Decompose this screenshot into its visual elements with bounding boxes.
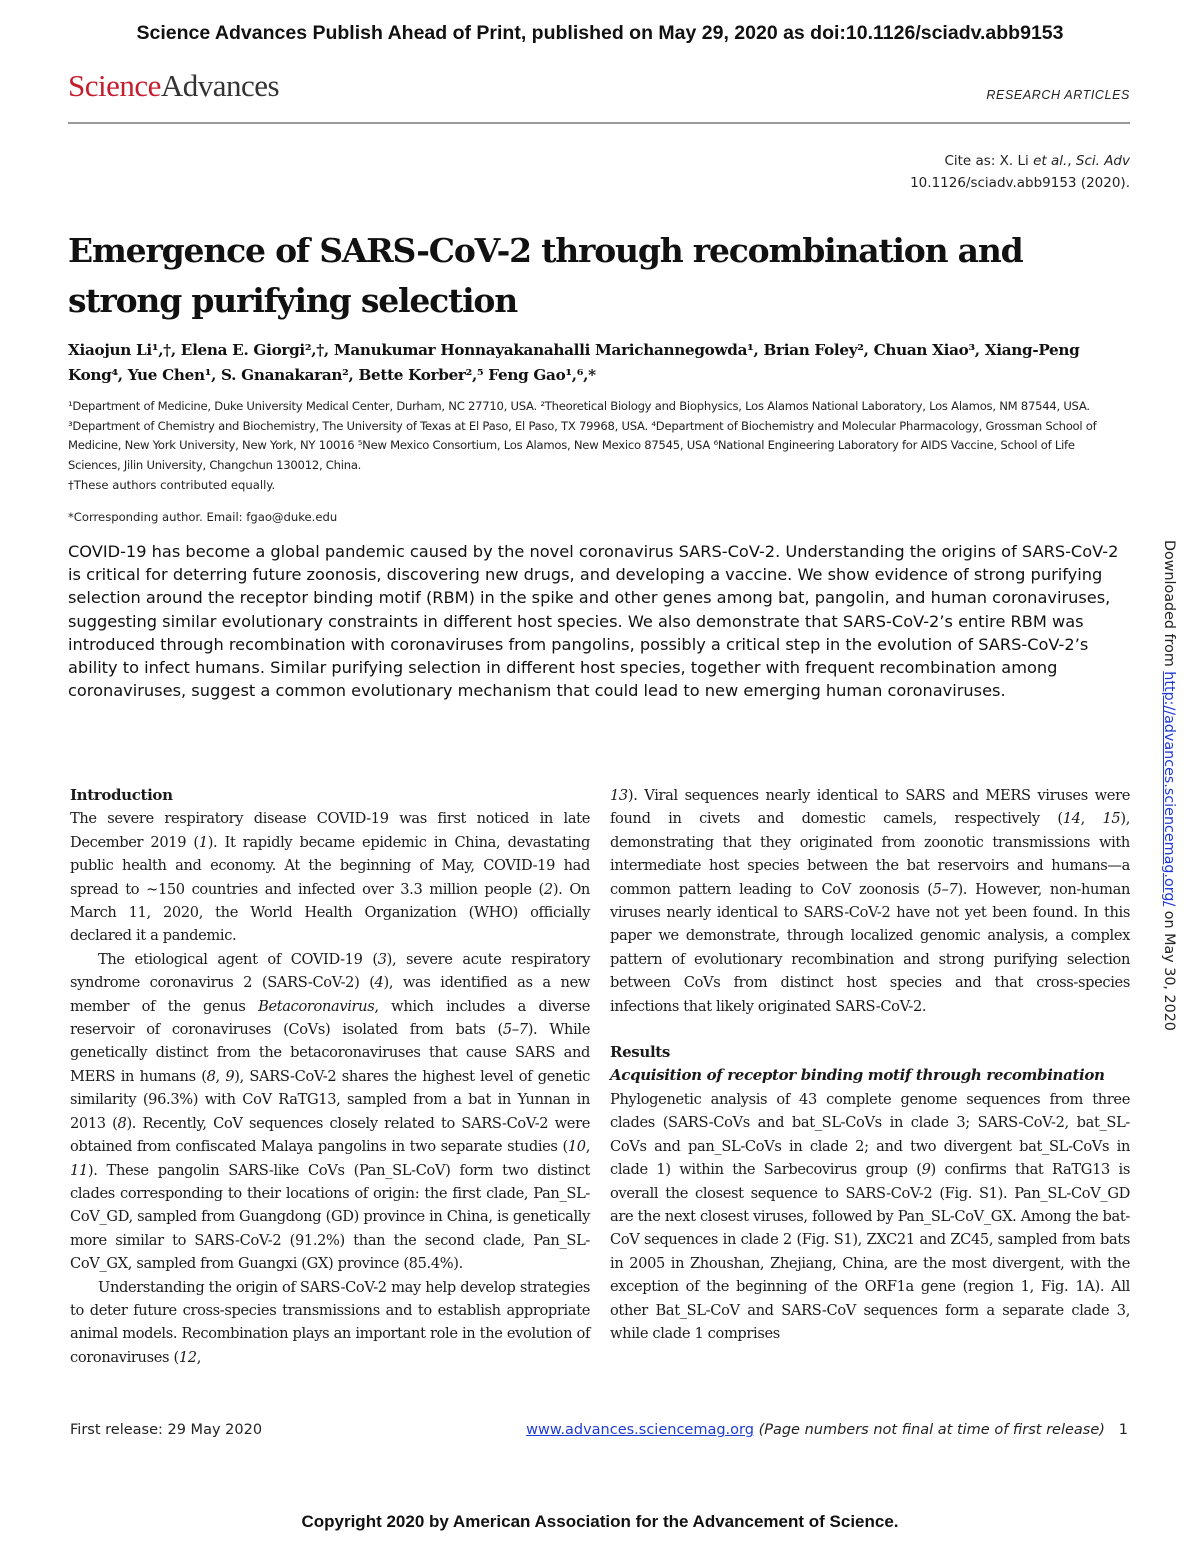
page-number-note: (Page numbers not final at time of first release)	[758, 1422, 1105, 1438]
ref-citation: 8	[117, 1114, 127, 1132]
publish-ahead-banner: Science Advances Publish Ahead of Print, published on May 29, 2020 as doi:10.1126/sciadv.abb9153	[136, 22, 1064, 44]
ref-citation: 9	[921, 1161, 931, 1179]
ref-citation: 12	[178, 1348, 197, 1366]
intro-paragraph-2: The etiological agent of COVID-19 (3), severe acute respiratory syndrome coronavirus 2 (SARS-CoV-2) (4), was identified as a new member of the genus Betacoronavirus, which includes a diverse reservoir of coronaviruses (CoVs) isolated from bats (5–7). While genetically distinct from the betacoronaviruses that cause SARS and MERS in humans (8, 9), SARS-CoV-2 shares the highest level of genetic similarity (96.3%) with CoV RaTG13, sampled from a bat in Yunnan in 2013 (8). Recently, CoV sequences closely related to SARS-CoV-2 were obtained from confiscated Malaya pangolins in two separate studies (10, 11). These pangolin SARS-like CoVs (Pan_SL-CoV) form two distinct clades corresponding to their locations of origin: the first clade, Pan_SL-CoV_GD, sampled from Guangdong (GD) province in China, is genetically more similar to SARS-CoV-2 (91.2%) than the second clade, Pan_SL-CoV_GX, sampled from Guangxi (GX) province (85.4%).	[70, 950, 591, 1273]
header-divider	[68, 122, 1130, 124]
journal-logo-advances: Advances	[160, 68, 280, 103]
ref-citation: 2	[543, 880, 553, 898]
ref-citation: 11	[70, 1161, 88, 1179]
ref-citation: 10	[567, 1138, 586, 1156]
genus-name: Betacoronavirus	[258, 997, 375, 1015]
results-paragraph-1: Phylogenetic analysis of 43 complete genome sequences from three clades (SARS-CoVs and bat_SL-CoVs in clade 3; SARS-CoV-2, bat_SL-CoVs and pan_SL-CoVs in clade 2; and two divergent bat_SL-CoVs in clade 1) within the Sarbecovirus group (9) confirms that RaTG13 is overall the closest sequence to SARS-CoV-2 (Fig. S1). Pan_SL-CoV_GD are the next closest viruses, followed by Pan_SL-CoV_GX. Among the bat-CoV sequences in clade 2 (Fig. S1), ZXC21 and ZC45, sampled from bats in 2005 in Zhoushan, Zhejiang, China, are the most divergent, with the exception of the beginning of the ORF1a gene (region 1, Fig. 1A). All other Bat_SL-CoV and SARS-CoV sequences form a separate clade 3, while clade 1 comprises	[610, 1090, 1130, 1342]
citation-separator: ,	[1067, 153, 1076, 169]
download-date: on May 30, 2020	[1161, 906, 1177, 1031]
ref-citation: 5–7	[932, 880, 958, 898]
ref-citation: 4	[374, 974, 384, 992]
citation-line-1	[910, 150, 1130, 172]
journal-site-link[interactable]: www.advances.sciencemag.org	[526, 1422, 754, 1438]
section-heading-results: Results	[610, 1043, 670, 1062]
journal-logo	[68, 68, 279, 104]
subsection-heading-rbm: Acquisition of receptor binding motif through recombination	[610, 1066, 1105, 1085]
paragraph-gap	[610, 1018, 1130, 1041]
intro-paragraph-3: Understanding the origin of SARS-CoV-2 may help develop strategies to deter future cross-species transmissions and to establish appropriate animal models. Recombination plays an important role in the evolution of coronaviruses (12,	[70, 1278, 590, 1366]
footer-info	[526, 1422, 1128, 1438]
ref-citation: 3	[377, 950, 387, 968]
download-prefix: Downloaded from	[1161, 540, 1177, 672]
affiliations: ¹Department of Medicine, Duke University Medical Center, Durham, NC 27710, USA. ²Theoretical Biology and Biophysics, Los Alamos National Laboratory, Los Alamos, NM 87544, USA. ³Department of Chemistry and Biochemistry, The University of Texas at El Paso, El Paso, TX 79968, USA. ⁴Department of Biochemistry and Molecular Pharmacology, Grossman School of Medicine, New York University, New York, NY 10016 ⁵New Mexico Consortium, Los Alamos, New Mexico 87545, USA ⁶National Engineering Laboratory for AIDS Vaccine, School of Life Sciences, Jilin University, Changchun 130012, China.	[68, 399, 1097, 472]
download-source-link[interactable]: http://advances.sciencemag.org/	[1161, 671, 1177, 907]
intro-paragraph-3-continued: 13). Viral sequences nearly identical to SARS and MERS viruses were found in civets and domestic camels, respectively (14, 15), demonstrating that they originated from zoonotic transmissions with intermediate host species between the bat reservoirs and humans—a common pattern leading to CoV zoonosis (5–7). However, non-human viruses nearly identical to SARS-CoV-2 have not yet been found. In this paper we demonstrate, through localized genomic analysis, a complex pattern of evolutionary recombination and strong purifying selection between CoVs from distinct host species and that cross-species infections that likely originated SARS-CoV-2.	[610, 787, 1131, 1015]
body-column-right	[610, 784, 1130, 1345]
ref-citation: 14	[1062, 810, 1081, 828]
section-heading-introduction: Introduction	[70, 786, 173, 804]
ref-citation: 5–7	[502, 1021, 528, 1039]
ref-citation: 8	[206, 1067, 216, 1085]
article-title: Emergence of SARS-CoV-2 through recombination and strong purifying selection	[68, 231, 1023, 320]
citation-block	[910, 150, 1130, 194]
citation-doi: 10.1126/sciadv.abb9153 (2020).	[910, 175, 1130, 191]
download-watermark	[1161, 540, 1177, 1031]
intro-paragraph-1: The severe respiratory disease COVID-19 was first noticed in late December 2019 (1). It rapidly became epidemic in China, devastating public health and economy. At the beginning of May, COVID-19 had spread to ~150 countries and infected over 3.3 million people (2). On March 11, 2020, the World Health Organization (WHO) officially declared it a pandemic.	[70, 810, 590, 945]
first-release-date: First release: 29 May 2020	[70, 1422, 263, 1438]
equal-contribution-note: †These authors contributed equally.	[68, 478, 276, 492]
ref-citation: 1	[198, 833, 208, 851]
copyright-notice: Copyright 2020 by American Association for the Advancement of Science.	[301, 1512, 899, 1531]
journal-logo-science: Science	[68, 68, 161, 103]
ref-citation: 9	[225, 1067, 235, 1085]
ref-citation: 13	[610, 787, 628, 804]
page-number: 1	[1118, 1422, 1128, 1438]
section-label: RESEARCH ARTICLES	[986, 88, 1130, 102]
citation-journal: Sci. Adv	[1075, 153, 1130, 169]
author-list: Xiaojun Li¹,†, Elena E. Giorgi²,†, Manukumar Honnayakanahalli Marichannegowda¹, Brian Foley², Chuan Xiao³, Xiang-Peng Kong⁴, Yue Chen¹, S. Gnanakaran², Bette Korber²,⁵ Feng Gao¹,⁶,*	[68, 341, 1080, 384]
citation-etal: et al.	[1033, 153, 1068, 169]
ref-citation: 15	[1102, 810, 1121, 828]
corresponding-author-note: *Corresponding author. Email: fgao@duke.edu	[68, 510, 338, 524]
body-column-left	[70, 784, 590, 1369]
abstract: COVID-19 has become a global pandemic caused by the novel coronavirus SARS-CoV-2. Understanding the origins of SARS-CoV-2 is critical for deterring future zoonosis, discovering new drugs, and developing a vaccine. We show evidence of strong purifying selection around the receptor binding motif (RBM) in the spike and other genes among bat, pangolin, and human coronaviruses, suggesting similar evolutionary constraints in different host species. We also demonstrate that SARS-CoV-2’s entire RBM was introduced through recombination with coronaviruses from pangolins, possibly a critical step in the evolution of SARS-CoV-2’s ability to infect humans. Similar purifying selection in different host species, together with frequent recombination among coronaviruses, suggest a common evolutionary mechanism that could lead to new emerging human coronaviruses.	[68, 542, 1119, 701]
citation-authors: Cite as: X. Li	[944, 153, 1034, 169]
